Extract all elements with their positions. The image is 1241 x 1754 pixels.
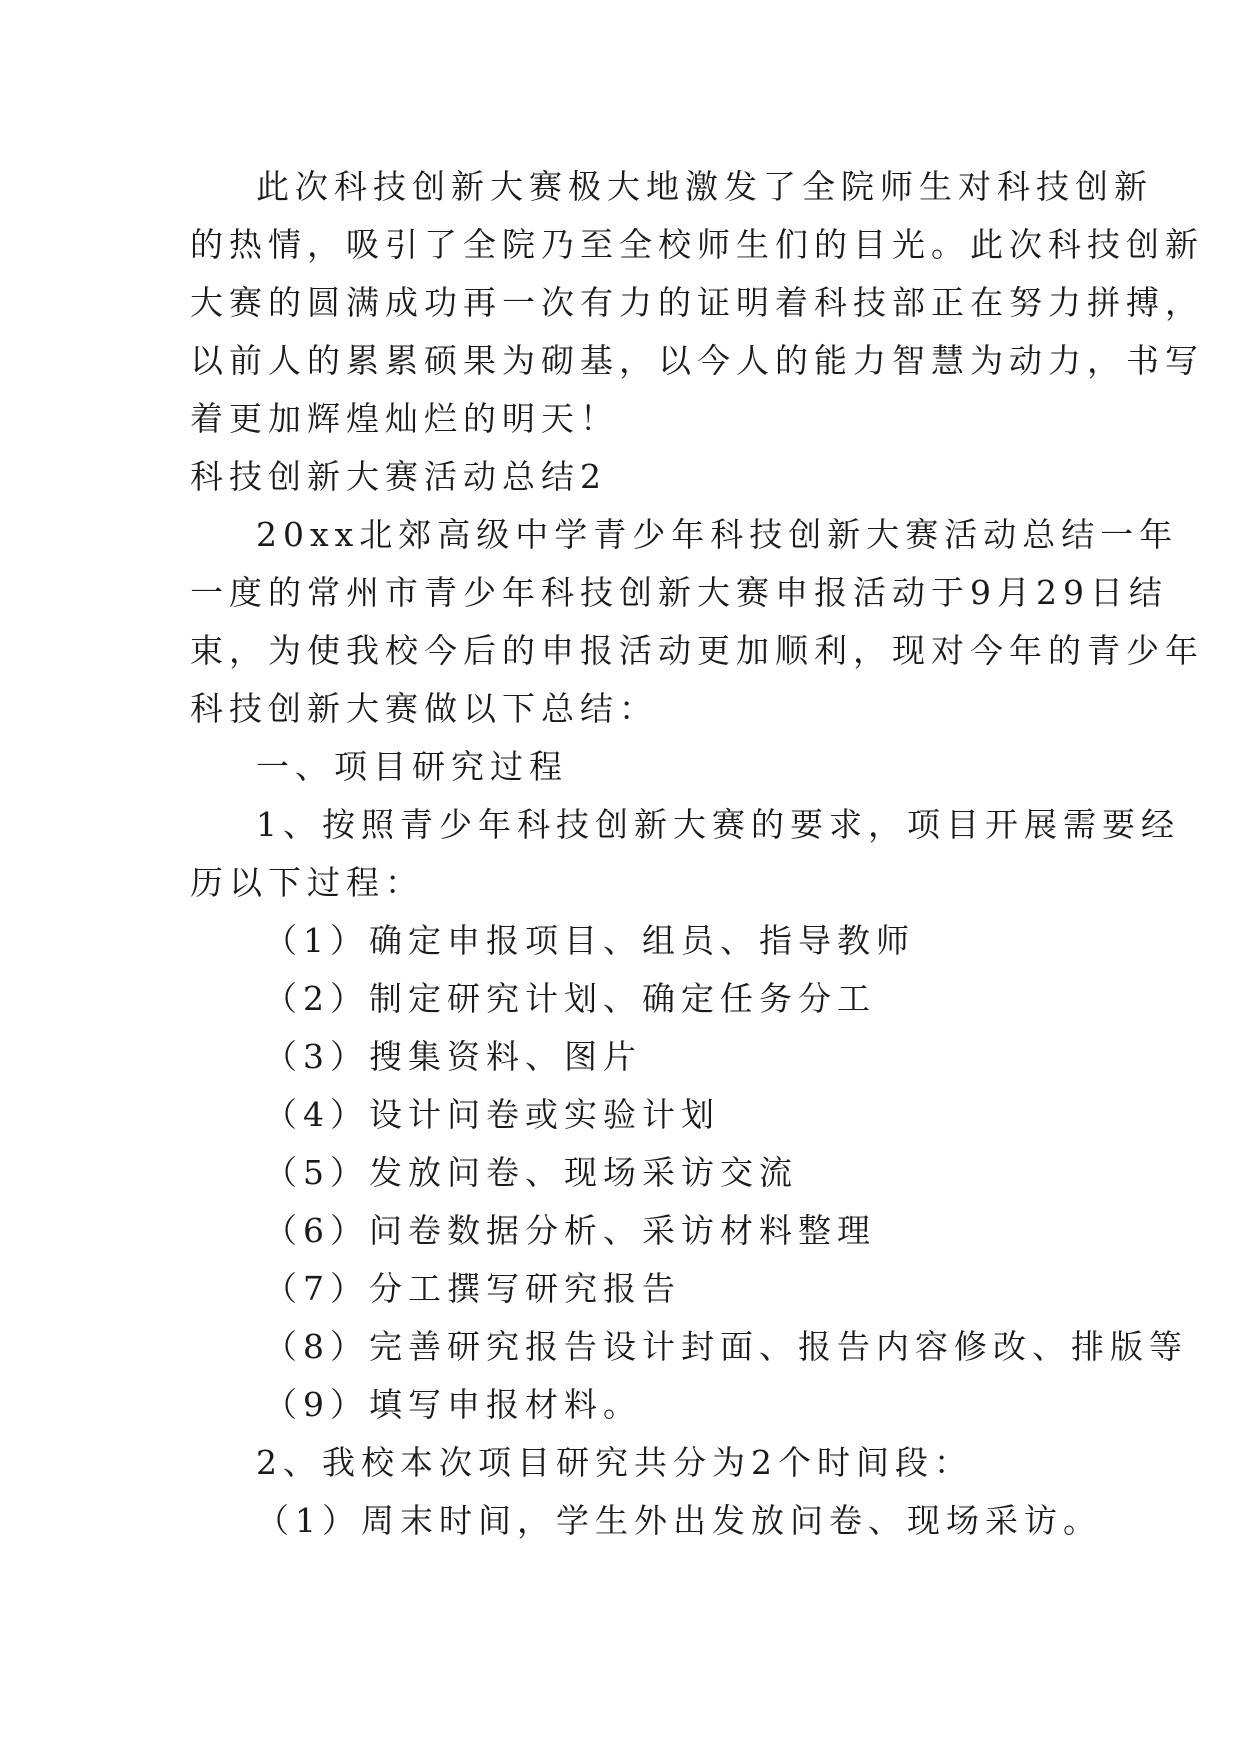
list-item: （4）设计问卷或实验计划 <box>264 1095 720 1134</box>
paragraph-line: 大赛的圆满成功再一次有力的证明着科技部正在努力拼搏， <box>190 283 1204 322</box>
paragraph-line: 此次科技创新大赛极大地激发了全院师生对科技创新 <box>256 167 1153 206</box>
list-item: （6）问卷数据分析、采访材料整理 <box>264 1211 876 1250</box>
paragraph-line: 以前人的累累硕果为砌基，以今人的能力智慧为动力，书写 <box>190 341 1204 380</box>
list-item: （9）填写申报材料。 <box>264 1385 642 1424</box>
document-body <box>190 158 1204 1550</box>
paragraph-line: 1、按照青少年科技创新大赛的要求，项目开展需要经 <box>256 805 1180 844</box>
paragraph-line: 历以下过程： <box>190 863 424 902</box>
paragraph-line: 20xx北郊高级中学青少年科技创新大赛活动总结一年 <box>256 515 1179 554</box>
list-item: （7）分工撰写研究报告 <box>264 1269 681 1308</box>
paragraph-line: 的热情，吸引了全院乃至全校师生们的目光。此次科技创新 <box>190 225 1204 264</box>
paragraph-line: 一度的常州市青少年科技创新大赛申报活动于9月29日结 <box>190 573 1168 612</box>
list-item: （2）制定研究计划、确定任务分工 <box>264 979 876 1018</box>
paragraph-line: 着更加辉煌灿烂的明天！ <box>190 399 619 438</box>
section-heading: 科技创新大赛活动总结2 <box>190 457 607 496</box>
subsection-heading: 一、项目研究过程 <box>256 747 568 786</box>
paragraph-line: 科技创新大赛做以下总结： <box>190 689 658 728</box>
list-item: （1）周末时间，学生外出发放问卷、现场采访。 <box>256 1501 1102 1540</box>
list-item: （1）确定申报项目、组员、指导教师 <box>264 921 915 960</box>
paragraph-line: 2、我校本次项目研究共分为2个时间段： <box>256 1443 973 1482</box>
list-item: （5）发放问卷、现场采访交流 <box>264 1153 798 1192</box>
paragraph-line: 束，为使我校今后的申报活动更加顺利，现对今年的青少年 <box>190 631 1204 670</box>
list-item: （8）完善研究报告设计封面、报告内容修改、排版等 <box>264 1327 1188 1366</box>
list-item: （3）搜集资料、图片 <box>264 1037 642 1076</box>
